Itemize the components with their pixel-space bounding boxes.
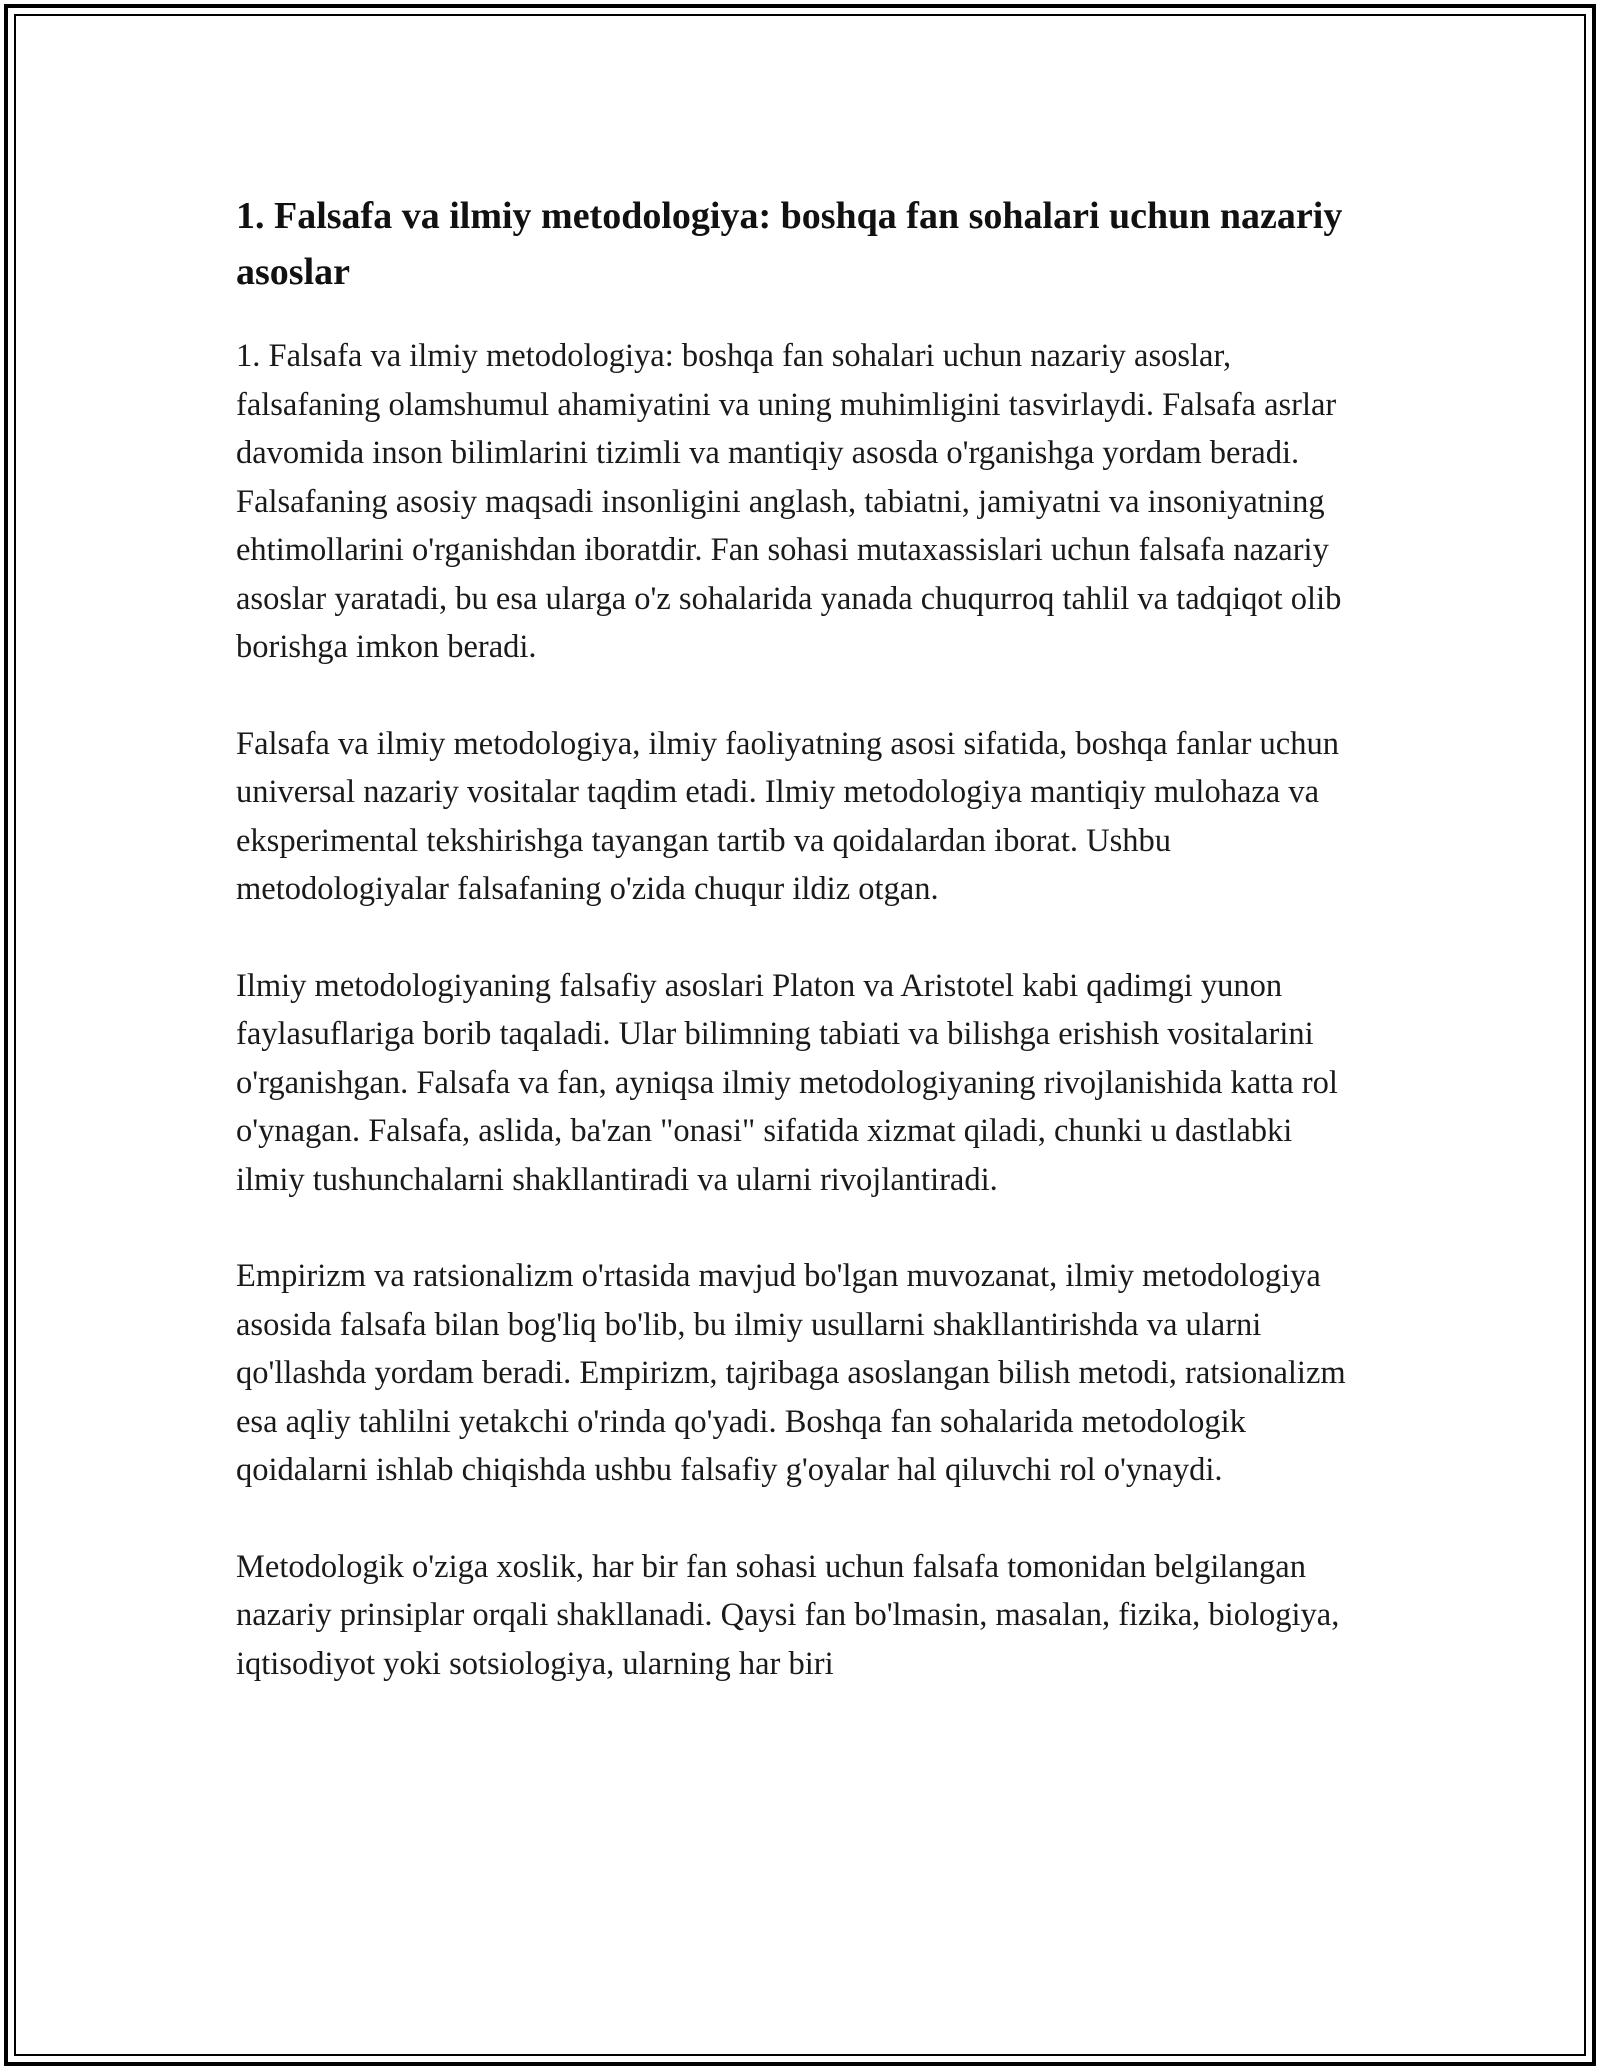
document-title: 1. Falsafa va ilmiy metodologiya: boshqa fan sohalari uchun nazariy asoslar — [236, 195, 1343, 293]
paragraph-5: Metodologik o'ziga xoslik, har bir fan sohasi uchun falsafa tomonidan belgilangan nazariy prinsiplar orqali shakllanadi. Qaysi fan bo'lmasin, masalan, fizika, biologiya, iqtisodiyot yoki sotsiologiya, ularning har biri — [236, 1548, 1340, 1682]
paragraph-3: Ilmiy metodologiyaning falsafiy asoslari Platon va Aristotel kabi qadimgi yunon faylasuflariga borib taqaladi. Ular bilimning tabiati va bilishga erishish vositalarini o'rganishgan. Falsafa va fan, ayniqsa ilmiy metodologiyaning rivojlanishida katta rol o'ynagan. Falsafa, aslida, ba'zan "onasi" sifatida xizmat qiladi, chunki u dastlabki ilmiy tushunchalarni shakllantiradi va ularni rivojlantiradi. — [236, 967, 1338, 1198]
paragraph-4: Empirizm va ratsionalizm o'rtasida mavjud bo'lgan muvozanat, ilmiy metodologiya asosida falsafa bilan bog'liq bo'lib, bu ilmiy usullarni shakllantirishda va ularni qo'llashda yordam beradi. Empirizm, tajribaga asoslangan bilish metodi, ratsionalizm esa aqliy tahlilni yetakchi o'rinda qo'yadi. Boshqa fan sohalarida metodologik qoidalarni ishlab chiqishda ushbu falsafiy g'oyalar hal qiluvchi rol o'ynaydi. — [236, 1258, 1346, 1488]
document-body — [236, 188, 1366, 1736]
paragraph-1: 1. Falsafa va ilmiy metodologiya: boshqa fan sohalari uchun nazariy asoslar, falsafaning olamshumul ahamiyatini va uning muhimligini tasvirlaydi. Falsafa asrlar davomida inson bilimlarini tizimli va mantiqiy asosda o'rganishga yordam beradi. Falsafaning asosiy maqsadi insonligini anglash, tabiatni, jamiyatni va insoniyatning ehtimollarini o'rganishdan iboratdir. Fan sohasi mutaxassislari uchun falsafa nazariy asoslar yaratadi, bu esa ularga o'z sohalarida yanada chuqurroq tahlil va tadqiqot olib borishga imkon beradi. — [236, 338, 1342, 665]
paragraph-2: Falsafa va ilmiy metodologiya, ilmiy faoliyatning asosi sifatida, boshqa fanlar uchun universal nazariy vositalar taqdim etadi. Ilmiy metodologiya mantiqiy mulohaza va eksperimental tekshirishga tayangan tartib va qoidalardan iborat. Ushbu metodologiyalar falsafaning o'zida chuqur ildiz otgan. — [236, 725, 1339, 907]
